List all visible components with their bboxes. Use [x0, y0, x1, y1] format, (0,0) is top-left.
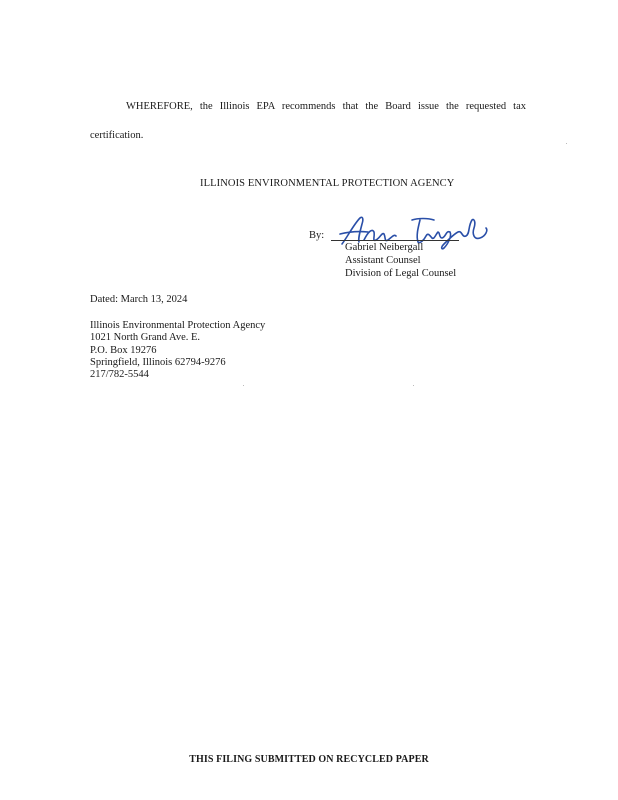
address-line-city: Springfield, Illinois 62794-9276 — [90, 357, 226, 368]
signature-line — [331, 240, 459, 241]
address-line-phone: 217/782-5544 — [90, 369, 149, 380]
dated-line: Dated: March 13, 2024 — [90, 294, 188, 305]
signer-name: Gabriel Neibergall — [345, 242, 424, 253]
recycled-paper-footer: THIS FILING SUBMITTED ON RECYCLED PAPER — [189, 754, 429, 765]
signer-division: Division of Legal Counsel — [345, 268, 457, 279]
by-label: By: — [309, 230, 325, 241]
scan-speck — [566, 143, 567, 144]
scan-speck — [413, 385, 414, 386]
address-line-po-box: P.O. Box 19276 — [90, 345, 157, 356]
wherefore-paragraph: WHEREFORE, the Illinois EPA recommends that the Board issue the requested tax — [126, 101, 526, 112]
address-line-street: 1021 North Grand Ave. E. — [90, 332, 201, 343]
wherefore-paragraph-continuation: certification. — [90, 130, 144, 141]
address-line-agency: Illinois Environmental Protection Agency — [90, 320, 266, 331]
agency-name: ILLINOIS ENVIRONMENTAL PROTECTION AGENCY — [200, 178, 455, 189]
signer-title: Assistant Counsel — [345, 255, 421, 266]
scan-speck — [243, 385, 244, 386]
